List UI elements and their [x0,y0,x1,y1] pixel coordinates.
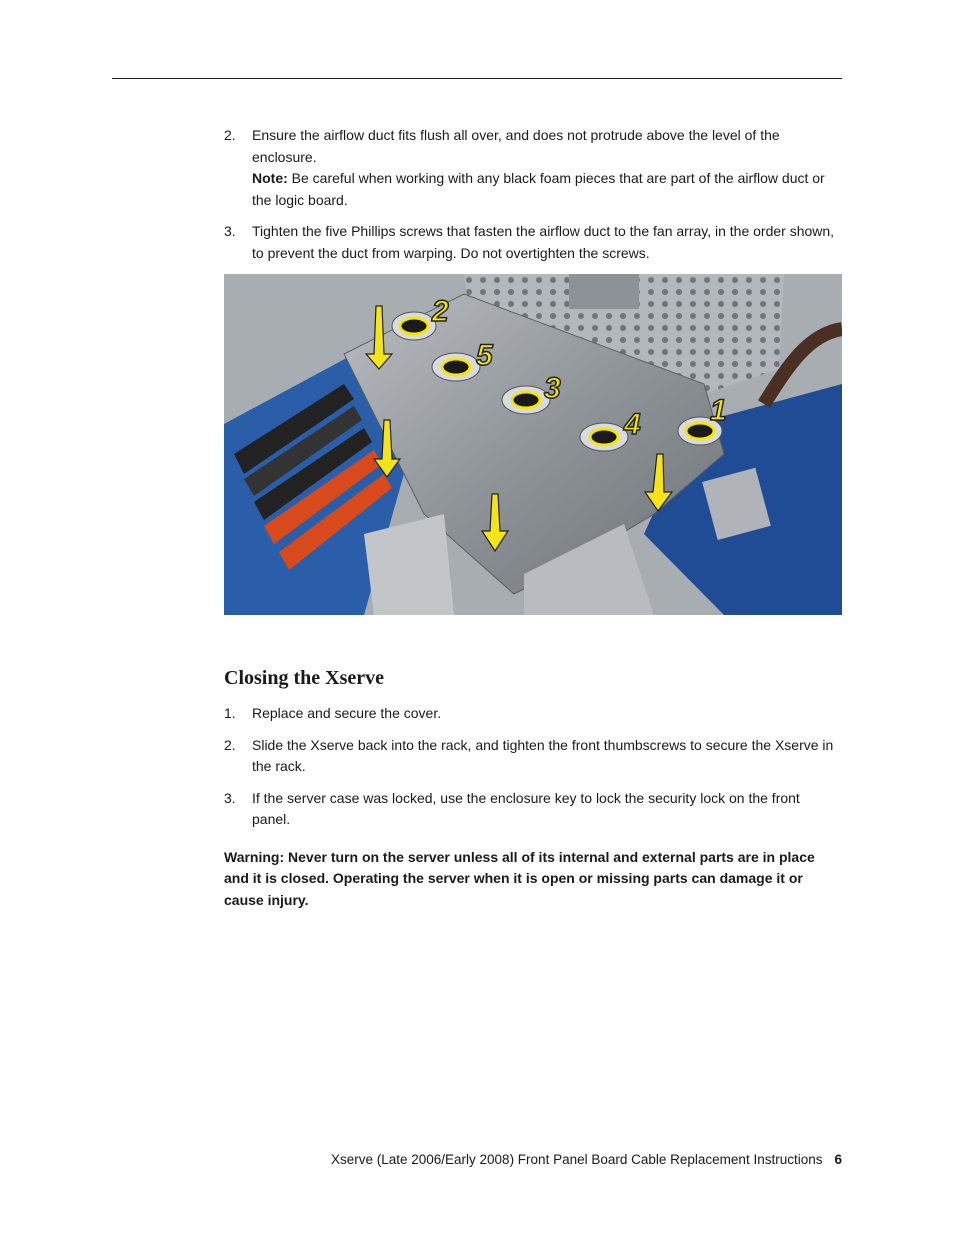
section-title: Closing the Xserve [224,667,384,689]
warning-body: Never turn on the server unless all of its internal and external parts are in place and it is closed. Operating the server when it is open or missing parts can damage it or cause injury. [224,848,815,908]
step-text: Replace and secure the cover. [252,705,442,721]
server-photo [224,274,842,615]
note-text: Be careful when working with any black foam pieces that are part of the airflow duct or the logic board. [252,170,825,208]
callout-number: 5 [476,339,493,372]
step-text: Ensure the airflow duct fits flush all over, and does not protrude above the level of the enclosure. [252,127,780,165]
callout-number: 2 [432,295,449,328]
drive-connector [569,274,639,309]
note [252,168,836,211]
warning-text [224,847,836,912]
step-text: If the server case was locked, use the enclosure key to lock the security lock on the front panel. [252,789,800,827]
page-number: 6 [834,1152,842,1167]
list-item [224,125,836,211]
warning-label: Warning: [224,848,285,865]
callout-number: 4 [624,408,641,441]
page-content [224,125,836,925]
step-number: 3. [224,223,236,239]
list-item [224,221,836,264]
header-rule [112,78,842,79]
page-footer [331,1152,842,1167]
callout-number: 3 [544,372,561,405]
step-number: 3. [224,789,236,806]
step-number: 1. [224,705,236,721]
step-text: Tighten the five Phillips screws that fasten the airflow duct to the fan array, in the order shown, to prevent the duct from warping. Do not overtighten the screws. [252,223,835,261]
list-item [224,703,836,725]
footer-title: Xserve (Late 2006/Early 2008) Front Panel Board Cable Replacement Instructions [330,1152,823,1167]
step-number: 2. [224,736,236,753]
list-item [224,735,836,778]
note-label: Note: [252,170,288,186]
list-item [224,788,836,831]
step-text: Slide the Xserve back into the rack, and tighten the front thumbscrews to secure the Xserve in the rack. [252,736,834,774]
server-illustration [224,274,842,615]
callout-number: 1 [710,394,727,427]
step-number: 2. [224,127,236,143]
